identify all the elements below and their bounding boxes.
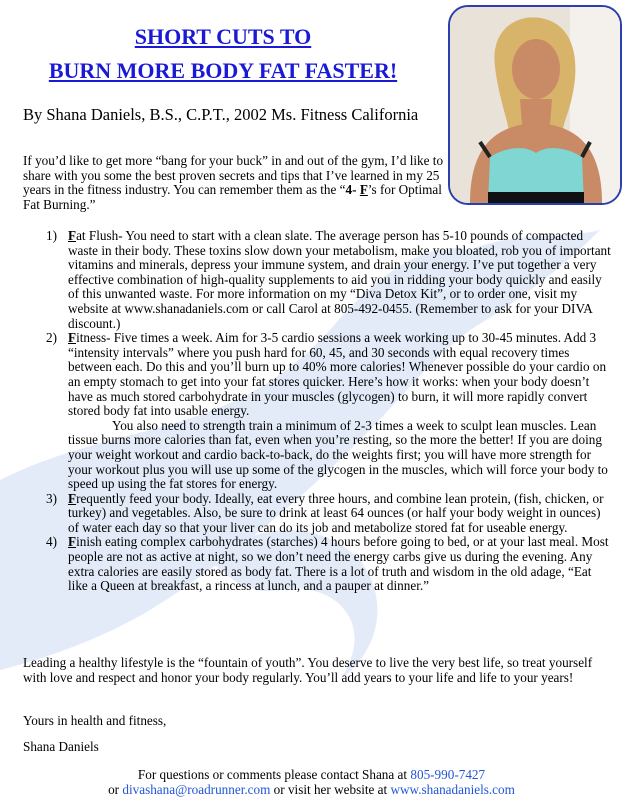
intro-end: ’s for Optimal Fat Burning.” (23, 182, 442, 212)
tips-list (46, 229, 611, 594)
item-text: inish eating complex carbohydrates (starches) 4 hours before going to bed, or at your last meal. Most people are not as active at night, so we don’t need the energy carbs give us during the evening. Any extra calories are easily stored as body fat. There is a lot of truth and wisdom in the old adage, “Eat like a Queen at breakfast, a rincess at lunch, and a pauper at dinner.” (68, 534, 609, 594)
author-photo (448, 5, 622, 205)
item-text: itness- Five times a week. Aim for 3-5 cardio sessions a week working up to 30-45 minutes. Add 3 “intensity intervals” where you push hard for 60, 45, and 30 seconds with equal recovery times between each. Do this and you’ll burn up to 40% more calories! Whenever possible do your cardio on an empty stomach to get into your fat stores quicker. Here’s how it works: when your body doesn’t have as much stored carbohydrate in your muscles (glycogen) to burn, it will more rapidly convert stored body fat into usable energy. (68, 330, 607, 419)
website-link[interactable]: www.shanadaniels.com (390, 782, 515, 797)
list-item (46, 535, 611, 593)
item-number: 4) (46, 534, 57, 550)
item-number: 1) (46, 228, 57, 243)
item-letter: F (68, 490, 77, 506)
item-text-continued: You also need to strength train a minimum of 2-3 times a week to sculpt lean muscles. Lean tissue burns more calories than fat, even when you’re resting, so the more the better! If you are doing your weight workout and cardio back-to-back, do the weights first; you will have more strength for your workout plus you will use up some of the glycogen in the muscles, which will force your body to speed up using the fat stores for energy. (68, 417, 608, 492)
sign-off: Yours in health and fitness, (23, 713, 167, 728)
intro-highlight-letter: F (359, 182, 368, 198)
closing-paragraph: Leading a healthy lifestyle is the “fountain of youth”. You deserve to live the very best life, so treat yourself with love and respect and honor your body regularly. You’ll add years to your life and life to your years! (23, 655, 593, 685)
intro-text: If you’d like to get more “bang for your buck” in and out of the gym, I’d like to share with you some the best proven secrets and tips that I’ve learned in my 25 years in the fitness industry. You can remember them as the “ (23, 153, 444, 198)
contact-or: or (108, 782, 123, 797)
item-number: 2) (46, 330, 57, 346)
signature: Shana Daniels (23, 739, 99, 754)
title-line-2: BURN MORE BODY FAT FASTER! (48, 58, 398, 83)
contact-text: For questions or comments please contact Shana at (137, 767, 411, 782)
intro-highlight-number: 4- (345, 182, 360, 198)
contact-line-2 (0, 782, 623, 797)
phone-number: 805-990-7427 (410, 767, 486, 782)
title-line-1: SHORT CUTS TO (134, 24, 312, 49)
list-item (46, 331, 611, 492)
email-link[interactable]: divashana@roadrunner.com (122, 782, 271, 797)
list-item (46, 229, 611, 331)
contact-mid: or visit her website at (270, 782, 391, 797)
item-number: 3) (46, 490, 57, 506)
item-letter: F (68, 534, 77, 550)
item-text: at Flush- You need to start with a clean slate. The average person has 5-10 pounds of compacted waste in their body. These toxins slow down your metabolism, make you bloated, rob you of important vitamins and minerals, depress your immune system, and drain your energy. I’ve put together a very effective combination of high-quality supplements to aid you in ridding your body quickly and easily of this unwanted waste. For more information on my “Diva Detox Kit”, or to order one, visit my website at www.shanadaniels.com or call Carol at 805-492-0455. (Remember to ask for your DIVA discount.) (68, 228, 611, 331)
item-letter: F (68, 228, 77, 243)
item-letter: F (68, 330, 77, 346)
item-text: requently feed your body. Ideally, eat every three hours, and combine lean protein, (fish, chicken, or turkey) and vegetables. Also, be sure to drink at least 64 ounces (or half your body weight in ounces) of water each day so that your liver can do its job and metabolize stored fat for useable energy. (68, 490, 604, 535)
contact-line-1 (0, 767, 623, 782)
intro-paragraph (23, 154, 453, 212)
byline: By Shana Daniels, B.S., C.P.T., 2002 Ms. Fitness California (23, 105, 419, 124)
list-item (46, 492, 611, 536)
